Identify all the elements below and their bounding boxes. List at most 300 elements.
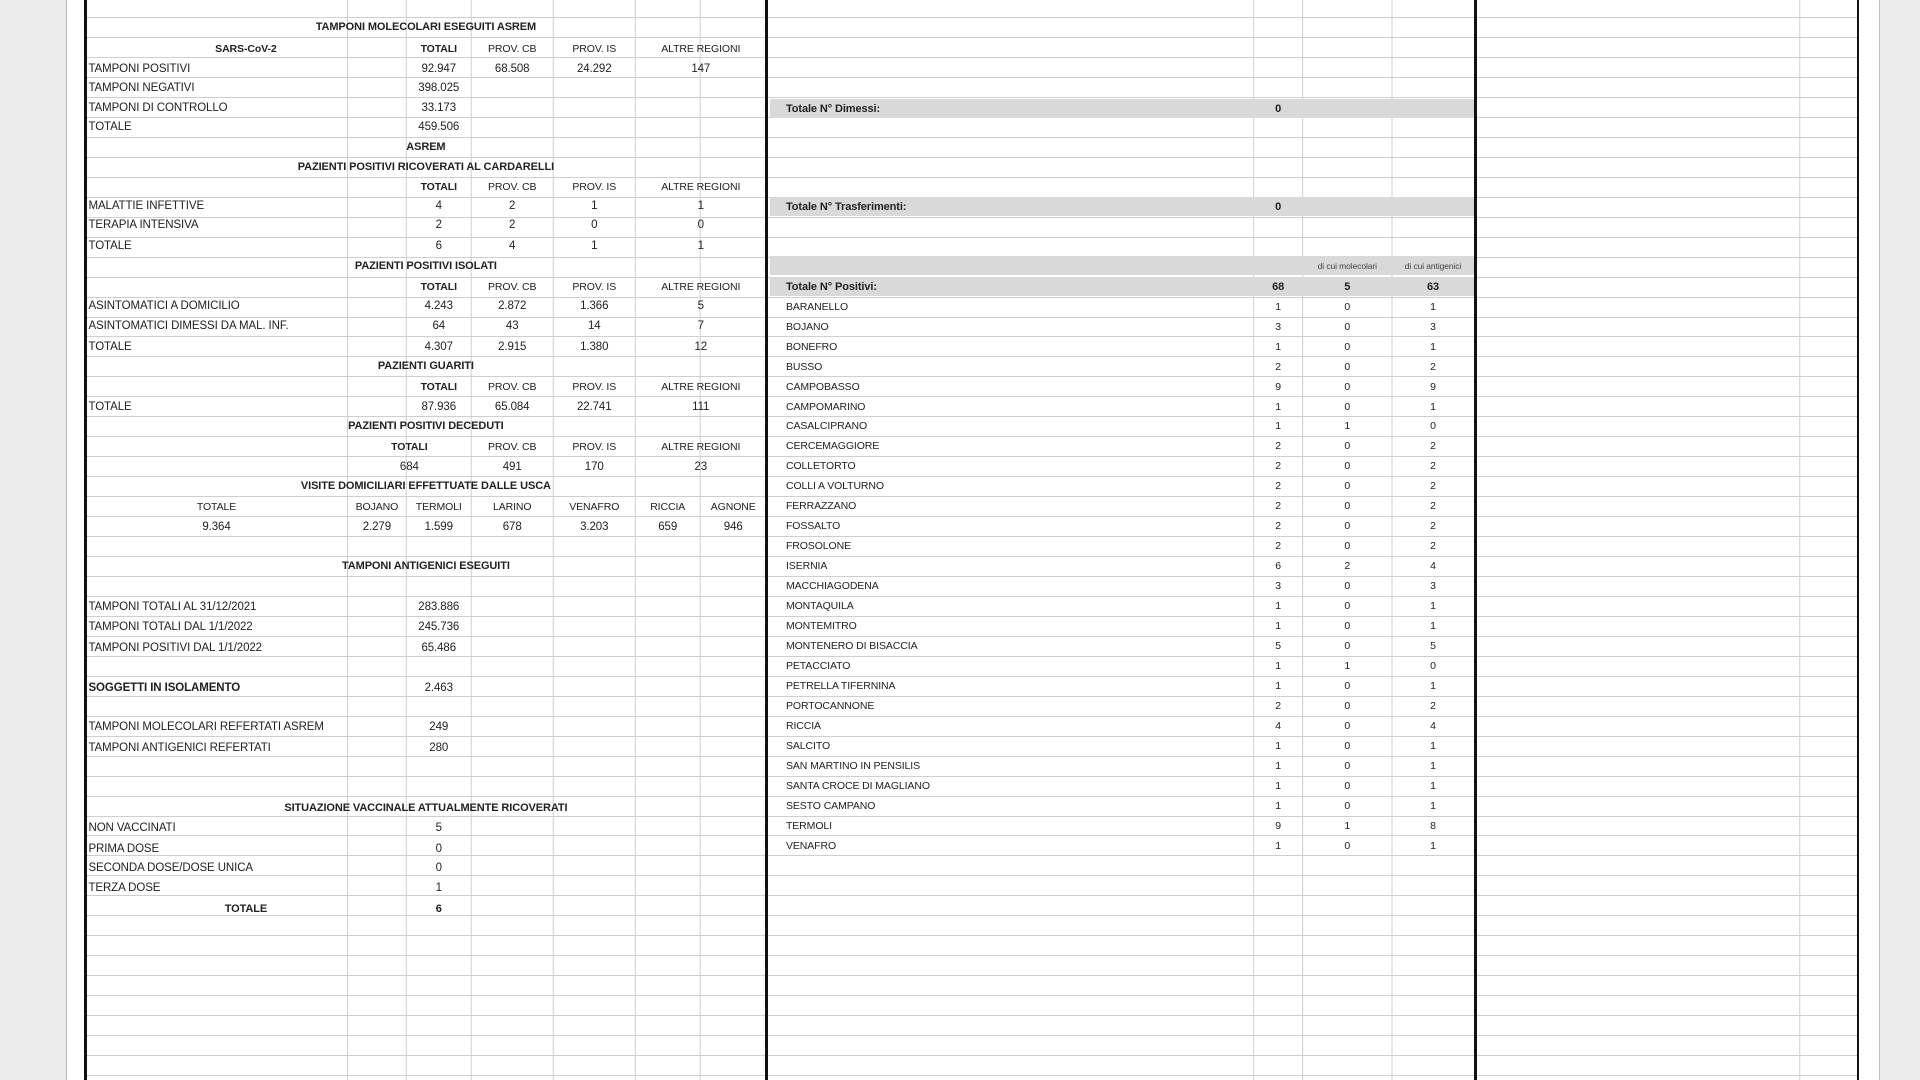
dimessi-row [770, 99, 1474, 119]
isolati-title: PAZIENTI POSITIVI ISOLATI [354, 259, 497, 272]
header-cell: PROV. CB [487, 42, 537, 55]
comune-antigenici: 2 [1430, 360, 1436, 373]
comune-row [770, 576, 1474, 596]
right-border [1474, 0, 1477, 1080]
comune-antigenici: 0 [1430, 660, 1436, 672]
table-row [85, 196, 766, 216]
header-row [85, 497, 766, 517]
comune-antigenici: 2 [1430, 500, 1436, 513]
row-value [553, 98, 635, 118]
comune-name: CASALCIPRANO [785, 420, 868, 433]
row-value: 283.886 [418, 601, 460, 614]
comune-molecolari: 0 [1344, 640, 1351, 653]
comune-molecolari: 0 [1344, 520, 1351, 533]
trasferimenti-label: Totale N° Trasferimenti: [785, 200, 907, 213]
header-cell: ALTRE REGIONI [661, 42, 741, 55]
table-row [85, 397, 766, 417]
row-value: 170 [584, 460, 604, 473]
row-value: 1 [591, 240, 598, 253]
row-label: TERAPIA INTENSIVA [88, 219, 199, 232]
comune-molecolari: 0 [1344, 440, 1351, 453]
comune-name: RICCIA [785, 719, 821, 732]
comune-total: 3 [1275, 580, 1281, 593]
dimessi-label: Totale N° Dimessi: [785, 102, 881, 115]
comune-row [770, 476, 1474, 496]
table-row [85, 236, 766, 256]
row-value: 23 [694, 460, 708, 473]
table-row [85, 296, 766, 316]
row-value: 1.366 [580, 300, 609, 313]
comune-row [770, 516, 1474, 536]
comune-antigenici: 2 [1430, 480, 1436, 493]
comune-row [770, 676, 1474, 696]
comune-molecolari: 1 [1344, 420, 1351, 433]
header-cell: ALTRE REGIONI [661, 181, 741, 194]
row-value [471, 98, 553, 118]
comune-molecolari: 0 [1344, 739, 1351, 752]
row-label: TAMPONI NEGATIVI [88, 82, 195, 95]
guariti-title: PAZIENTI GUARITI [377, 360, 474, 373]
comune-name: FROSOLONE [785, 540, 851, 553]
comune-molecolari: 0 [1344, 839, 1351, 852]
comune-total: 2 [1275, 500, 1281, 513]
middle-border [765, 0, 768, 1080]
comune-total: 1 [1275, 660, 1281, 672]
row-value: 0 [435, 842, 442, 855]
row-value: 22.741 [576, 400, 612, 413]
row-value: 4 [435, 199, 442, 212]
header-row [85, 437, 766, 457]
comune-molecolari: 0 [1344, 400, 1351, 413]
table-row [85, 597, 766, 617]
comune-antigenici: 1 [1430, 679, 1436, 692]
row-value: 111 [692, 400, 710, 413]
row-value [553, 78, 635, 98]
comune-name: BONEFRO [785, 340, 838, 353]
positivi-antigenici: 63 [1426, 280, 1440, 293]
comune-total: 2 [1275, 440, 1281, 453]
comune-row [770, 397, 1474, 417]
comune-total: 9 [1275, 819, 1281, 832]
header-cell: TOTALI [420, 280, 457, 293]
row-value: 1 [435, 881, 442, 894]
row-label: TAMPONI TOTALI DAL 1/1/2022 [88, 620, 253, 633]
row-label: SECONDA DOSE/DOSE UNICA [88, 862, 253, 875]
row-value: 87.936 [421, 400, 457, 413]
header-row [85, 39, 766, 59]
table-row [85, 215, 766, 235]
header-cell: ALTRE REGIONI [661, 280, 741, 293]
comune-name: CAMPOBASSO [785, 380, 860, 393]
comune-molecolari: 0 [1344, 580, 1351, 593]
table-row [85, 818, 766, 838]
comune-molecolari: 0 [1344, 799, 1351, 812]
header-cell: ALTRE REGIONI [661, 380, 741, 393]
header-cell: ALTRE REGIONI [661, 440, 741, 453]
comune-antigenici: 2 [1430, 440, 1436, 453]
table-row [85, 337, 766, 357]
comune-name: PORTOCANNONE [785, 699, 875, 712]
comune-antigenici: 1 [1430, 799, 1436, 812]
row-value: 491 [502, 460, 522, 473]
table-row [85, 678, 766, 698]
row-value: 946 [723, 520, 743, 533]
comune-molecolari: 0 [1344, 380, 1351, 393]
row-value: 24.292 [576, 62, 612, 75]
table-row [85, 858, 766, 878]
row-value: 14 [587, 319, 601, 332]
comune-molecolari: 0 [1344, 480, 1351, 493]
row-label: ASINTOMATICI DIMESSI DA MAL. INF. [88, 319, 289, 332]
comune-name: MACCHIAGODENA [785, 580, 879, 593]
header-cell: RICCIA [650, 500, 686, 513]
comune-total: 2 [1275, 480, 1281, 493]
comune-total: 2 [1275, 540, 1281, 553]
header-row [85, 277, 766, 297]
row-value: 65.084 [494, 400, 530, 413]
comune-row [770, 377, 1474, 397]
comune-antigenici: 2 [1430, 699, 1436, 712]
header-cell: SARS-CoV-2 [215, 42, 277, 55]
comune-name: SAN MARTINO IN PENSILIS [785, 759, 921, 772]
comune-row [770, 357, 1474, 377]
comune-name: ISERNIA [785, 560, 828, 573]
far-right-border [1857, 0, 1859, 1080]
comune-molecolari: 0 [1344, 460, 1351, 473]
comune-antigenici: 4 [1430, 719, 1436, 732]
row-value: 678 [502, 520, 522, 533]
comune-name: VENAFRO [785, 839, 837, 852]
comune-name: PETRELLA TIFERNINA [785, 679, 896, 692]
comune-molecolari: 0 [1344, 500, 1351, 513]
comune-molecolari: 1 [1344, 819, 1351, 832]
row-value: 1 [697, 199, 704, 212]
header-cell: PROV. CB [487, 380, 537, 393]
table-row [85, 738, 766, 758]
row-value: 2.915 [498, 340, 527, 353]
positivi-molecolari: 5 [1344, 280, 1351, 293]
table-row [85, 878, 766, 898]
comune-total: 3 [1275, 320, 1281, 333]
comune-total: 1 [1275, 839, 1281, 852]
total-row [85, 899, 766, 919]
header-cell: TOTALI [420, 380, 457, 393]
comune-total: 1 [1275, 799, 1281, 812]
isolamento-label: SOGGETTI IN ISOLAMENTO [88, 682, 241, 695]
comune-row [770, 756, 1474, 776]
comune-molecolari: 0 [1344, 340, 1351, 353]
section-title [85, 476, 766, 496]
comune-name: PETACCIATO [785, 660, 851, 672]
comune-molecolari: 0 [1344, 320, 1351, 333]
table-row [85, 98, 766, 118]
comune-total: 1 [1275, 400, 1281, 413]
table-row [85, 517, 766, 537]
row-value [635, 98, 766, 118]
comune-antigenici: 1 [1430, 839, 1436, 852]
header-cell: TOTALI [391, 440, 428, 453]
header-cell: PROV. CB [487, 440, 537, 453]
section-footer [85, 137, 766, 157]
comune-antigenici: 1 [1430, 779, 1436, 792]
row-value: 280 [429, 742, 449, 755]
comune-antigenici: 1 [1430, 739, 1436, 752]
comune-row [770, 317, 1474, 337]
ricoverati-title: PAZIENTI POSITIVI RICOVERATI AL CARDARELLI [297, 160, 555, 173]
row-value: 0 [697, 219, 704, 232]
row-value: 4.307 [424, 340, 453, 353]
row-value: 5 [435, 821, 442, 834]
comune-row [770, 776, 1474, 796]
header-cell: TOTALI [420, 181, 457, 194]
usca-title: VISITE DOMICILIARI EFFETTUATE DALLE USCA [300, 480, 551, 493]
comune-name: FERRAZZANO [785, 500, 857, 513]
comune-row [770, 436, 1474, 456]
subheader-cell: di cui molecolari [1317, 260, 1377, 271]
table-row [85, 316, 766, 336]
row-value [471, 117, 553, 137]
total-label: TOTALE [224, 902, 268, 915]
row-value: 2.872 [498, 300, 527, 313]
comune-row [770, 556, 1474, 576]
row-label: TERZA DOSE [88, 881, 161, 894]
row-value: 6 [435, 240, 442, 253]
comune-antigenici: 1 [1430, 600, 1436, 613]
row-label: MALATTIE INFETTIVE [88, 199, 205, 212]
section-title [85, 798, 766, 818]
row-label: TAMPONI DI CONTROLLO [88, 101, 228, 114]
comune-row [770, 656, 1474, 676]
header-row [85, 177, 766, 197]
comune-antigenici: 9 [1430, 380, 1436, 393]
comune-name: MONTAQUILA [785, 600, 854, 613]
row-value [635, 78, 766, 98]
subheader-cell: di cui antigenici [1404, 260, 1462, 271]
header-cell: PROV. CB [487, 280, 537, 293]
section-title [85, 416, 766, 436]
comune-antigenici: 3 [1430, 580, 1436, 593]
comune-row [770, 456, 1474, 476]
positivi-total-row [770, 277, 1474, 297]
row-label: TAMPONI ANTIGENICI REFERTATI [88, 742, 271, 755]
asrem-label: ASREM [406, 140, 446, 153]
comune-name: MONTEMITRO [785, 620, 857, 633]
row-value: 0 [435, 862, 442, 875]
table-row [85, 839, 766, 859]
comune-name: COLLI A VOLTURNO [785, 480, 884, 493]
comune-total: 2 [1275, 699, 1281, 712]
row-value: 7 [697, 319, 704, 332]
comune-total: 1 [1275, 600, 1281, 613]
row-label: PRIMA DOSE [88, 842, 160, 855]
comune-antigenici: 2 [1430, 520, 1436, 533]
comune-name: BOJANO [785, 320, 829, 333]
row-value: 0 [591, 219, 598, 232]
row-value: 249 [429, 721, 449, 734]
header-cell: PROV. IS [572, 280, 617, 293]
comune-antigenici: 1 [1430, 620, 1436, 633]
row-value: 1 [591, 199, 598, 212]
row-value: 64 [432, 319, 446, 332]
row-value: 68.508 [494, 62, 530, 75]
trasferimenti-row [770, 197, 1474, 217]
comune-name: CERCEMAGGIORE [785, 440, 880, 453]
row-value: 65.486 [421, 641, 457, 654]
comune-name: SESTO CAMPANO [785, 799, 876, 812]
comune-molecolari: 0 [1344, 360, 1351, 373]
comune-row [770, 816, 1474, 836]
row-label: TAMPONI MOLECOLARI REFERTATI ASREM [88, 721, 324, 734]
comune-molecolari: 0 [1344, 540, 1351, 553]
section-title [85, 157, 766, 177]
comune-antigenici: 2 [1430, 540, 1436, 553]
comune-molecolari: 0 [1344, 699, 1351, 712]
row-value: 5 [697, 300, 704, 313]
comune-name: SALCITO [785, 739, 831, 752]
comune-molecolari: 1 [1344, 660, 1351, 672]
row-value [471, 78, 553, 98]
header-cell: PROV. IS [572, 380, 617, 393]
total-value: 6 [435, 902, 442, 915]
header-cell: TOTALI [420, 42, 457, 55]
row-value: 147 [691, 62, 711, 75]
molecolari-title: TAMPONI MOLECOLARI ESEGUITI ASREM [315, 20, 537, 33]
row-label: NON VACCINATI [88, 821, 176, 834]
comune-total: 2 [1275, 360, 1281, 373]
row-label: TAMPONI TOTALI AL 31/12/2021 [88, 601, 257, 614]
row-value: 33.173 [421, 101, 457, 114]
comune-row [770, 716, 1474, 736]
comune-row [770, 416, 1474, 436]
comune-antigenici: 0 [1430, 420, 1436, 433]
row-value: 459.506 [418, 121, 460, 134]
comune-antigenici: 2 [1430, 460, 1436, 473]
comune-molecolari: 0 [1344, 779, 1351, 792]
header-cell: PROV. IS [572, 181, 617, 194]
comune-name: FOSSALTO [785, 520, 841, 533]
row-value: 659 [658, 520, 678, 533]
header-cell: TERMOLI [415, 500, 462, 513]
comune-name: CAMPOMARINO [785, 400, 866, 413]
comune-molecolari: 0 [1344, 600, 1351, 613]
row-value [635, 117, 766, 137]
comune-antigenici: 1 [1430, 340, 1436, 353]
row-label: TOTALE [88, 121, 132, 134]
comune-name: BUSSO [785, 360, 823, 373]
row-value: 9.364 [202, 520, 231, 533]
comune-total: 1 [1275, 739, 1281, 752]
table-row [85, 717, 766, 737]
comune-row [770, 496, 1474, 516]
row-label: TAMPONI POSITIVI [88, 62, 191, 75]
table-row [85, 78, 766, 98]
row-value: 398.025 [418, 82, 460, 95]
header-cell: TOTALE [196, 500, 237, 513]
row-value [553, 117, 635, 137]
comune-total: 9 [1275, 380, 1281, 393]
table-row [85, 638, 766, 658]
table-row [85, 117, 766, 137]
comune-antigenici: 4 [1430, 560, 1436, 573]
row-value: 4.243 [424, 300, 453, 313]
vaccinale-title: SITUAZIONE VACCINALE ATTUALMENTE RICOVERATI [284, 802, 568, 815]
header-row [85, 377, 766, 397]
header-cell: BOJANO [355, 500, 399, 513]
antigenici-title: TAMPONI ANTIGENICI ESEGUITI [341, 559, 510, 572]
comune-total: 1 [1275, 420, 1281, 433]
header-cell: LARINO [492, 500, 532, 513]
comune-name: BARANELLO [785, 300, 849, 313]
comune-antigenici: 5 [1430, 640, 1436, 653]
comune-molecolari: 0 [1344, 719, 1351, 732]
comune-row [770, 636, 1474, 656]
row-value: 684 [399, 460, 419, 473]
comune-total: 1 [1275, 300, 1281, 313]
table-row [85, 59, 766, 79]
table-row [85, 617, 766, 637]
header-cell: PROV. IS [572, 440, 617, 453]
section-title [85, 256, 766, 276]
comune-molecolari: 2 [1344, 560, 1351, 573]
header-cell: VENAFRO [569, 500, 620, 513]
table-row [85, 457, 766, 477]
comune-name: COLLETORTO [785, 460, 856, 473]
comune-total: 5 [1275, 640, 1281, 653]
row-value: 2 [509, 199, 516, 212]
row-label: ASINTOMATICI A DOMICILIO [88, 300, 240, 313]
row-value: 2 [435, 219, 442, 232]
row-value: 2.279 [362, 520, 392, 533]
section-title [85, 356, 766, 376]
row-label: TAMPONI POSITIVI DAL 1/1/2022 [88, 641, 262, 654]
header-cell: AGNONE [710, 500, 756, 513]
comune-total: 4 [1275, 719, 1281, 732]
comune-antigenici: 1 [1430, 759, 1436, 772]
comune-total: 6 [1275, 560, 1281, 573]
section-title [85, 17, 766, 37]
comune-molecolari: 0 [1344, 759, 1351, 772]
trasferimenti-value: 0 [1275, 200, 1282, 213]
comune-name: SANTA CROCE DI MAGLIANO [785, 779, 930, 792]
row-value: 1.380 [580, 340, 609, 353]
comune-name: MONTENERO DI BISACCIA [785, 640, 918, 653]
row-value: 245.736 [418, 620, 460, 633]
comune-molecolari: 0 [1344, 620, 1351, 633]
row-value: 1.599 [424, 520, 453, 533]
row-value: 3.203 [580, 520, 609, 533]
header-cell: PROV. IS [572, 42, 617, 55]
comune-name: TERMOLI [785, 819, 832, 832]
row-value: 4 [509, 240, 516, 253]
comune-antigenici: 1 [1430, 400, 1436, 413]
spreadsheet-page [66, 0, 1880, 1080]
row-label: TOTALE [88, 240, 132, 253]
row-value: 1 [697, 240, 704, 253]
subheader-row [770, 256, 1474, 276]
row-value: 12 [694, 340, 708, 353]
header-cell: PROV. CB [487, 181, 537, 194]
comune-antigenici: 1 [1430, 300, 1436, 313]
row-label: TOTALE [88, 340, 132, 353]
row-value: 92.947 [421, 62, 457, 75]
comune-total: 1 [1275, 779, 1281, 792]
isolamento-value: 2.463 [424, 682, 453, 695]
comune-row [770, 696, 1474, 716]
deceduti-title: PAZIENTI POSITIVI DECEDUTI [348, 420, 504, 433]
section-title [85, 556, 766, 576]
positivi-total: 68 [1272, 280, 1285, 293]
comune-row [770, 616, 1474, 636]
